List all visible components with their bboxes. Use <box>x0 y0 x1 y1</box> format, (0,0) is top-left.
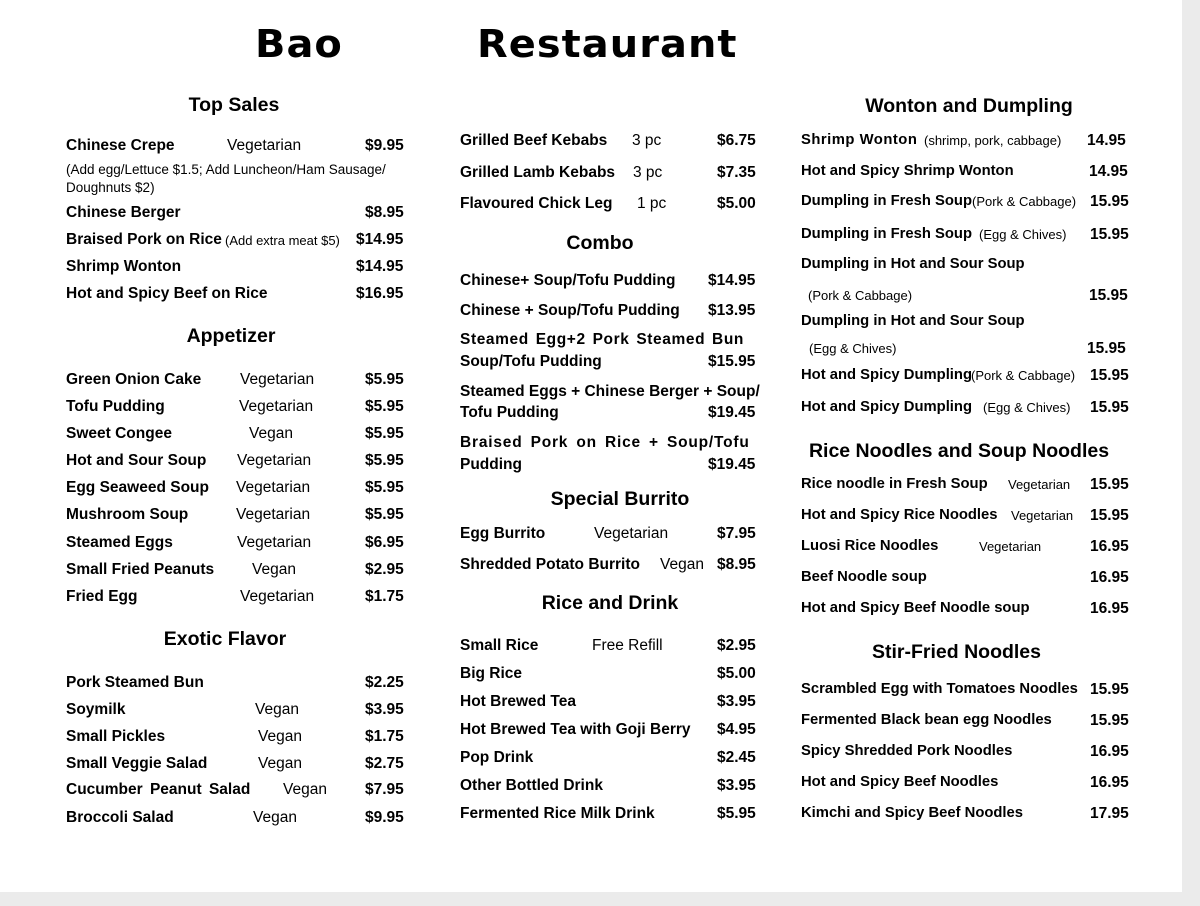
item-tag: Vegan <box>255 701 299 718</box>
item-name: Soymilk <box>66 701 126 718</box>
item-name: Hot and Spicy Rice Noodles <box>801 507 998 523</box>
item-name: Rice noodle in Fresh Soup <box>801 476 988 492</box>
item-name: Hot and Spicy Shrimp Wonton <box>801 163 1014 179</box>
menu-item <box>66 755 416 779</box>
item-name: Pop Drink <box>460 749 534 766</box>
item-name: Grilled Lamb Kebabs <box>460 164 616 181</box>
menu-item <box>66 398 416 422</box>
item-price: $3.95 <box>717 777 756 794</box>
item-price: 15.95 <box>1090 399 1129 416</box>
item-name: Fried Egg <box>66 588 138 605</box>
item-note: Doughnuts $2) <box>66 180 155 195</box>
item-tag: (Egg & Chives) <box>979 227 1067 242</box>
menu-item <box>66 809 416 833</box>
item-price: $8.95 <box>717 556 756 573</box>
menu-item <box>801 681 1146 705</box>
item-price: $16.95 <box>356 285 404 302</box>
menu-item <box>801 287 1146 311</box>
restaurant-title-restaurant: Restaurant <box>477 22 738 66</box>
item-price: 15.95 <box>1090 367 1129 384</box>
menu-item <box>460 556 765 580</box>
menu-item <box>66 479 416 503</box>
item-price: 17.95 <box>1090 805 1129 822</box>
item-price: 16.95 <box>1090 774 1129 791</box>
item-name: Beef Noodle soup <box>801 569 927 585</box>
restaurant-title-bao: Bao <box>255 22 343 66</box>
item-tag: 3 pc <box>633 164 663 181</box>
item-price: 15.95 <box>1090 507 1129 524</box>
item-name: Shrimp Wonton <box>801 132 918 148</box>
item-name: Other Bottled Drink <box>460 777 603 794</box>
page-shadow <box>1182 0 1200 906</box>
item-name: Flavoured Chick Leg <box>460 195 613 212</box>
menu-item <box>801 313 1146 337</box>
menu-item <box>66 561 416 585</box>
item-name: Small Veggie Salad <box>66 755 208 772</box>
item-name: Grilled Beef Kebabs <box>460 132 608 149</box>
item-tag: Vegan <box>258 755 302 772</box>
menu-item <box>460 525 765 549</box>
section-heading-top-sales: Top Sales <box>188 94 280 116</box>
menu-item <box>801 743 1146 767</box>
item-price: $5.95 <box>365 452 404 469</box>
item-price: $7.95 <box>717 525 756 542</box>
section-heading-rice-noodles-and-soup-noodles: Rice Noodles and Soup Noodles <box>808 440 1110 462</box>
menu-item <box>460 721 765 745</box>
menu-item <box>801 712 1146 736</box>
menu-item <box>460 777 765 801</box>
item-price: $4.95 <box>717 721 756 738</box>
item-name: Hot and Sour Soup <box>66 452 207 469</box>
item-name: Spicy Shredded Pork Noodles <box>801 743 1013 759</box>
item-price: $15.95 <box>708 353 756 370</box>
item-name: Hot and Spicy Dumpling <box>801 367 972 383</box>
item-name: Steamed Egg+2 Pork Steamed Bun <box>460 331 744 348</box>
menu-item <box>801 600 1146 624</box>
section-heading-appetizer: Appetizer <box>186 325 276 347</box>
menu-item <box>801 256 1146 280</box>
menu-item <box>460 637 765 661</box>
item-price: 16.95 <box>1090 600 1129 617</box>
item-price: $5.95 <box>365 425 404 442</box>
item-tag: Vegetarian <box>979 539 1042 554</box>
item-price: $14.95 <box>356 231 404 248</box>
menu-item <box>66 781 416 805</box>
item-price: $14.95 <box>356 258 404 275</box>
item-tag: Vegetarian <box>1011 508 1074 523</box>
item-tag: Vegetarian <box>594 525 669 542</box>
item-name: Cucumber Peanut Salad <box>66 781 251 798</box>
menu-item <box>801 569 1146 593</box>
item-tag: Vegan <box>660 556 704 573</box>
menu-item <box>66 204 416 228</box>
item-tag: Vegetarian <box>236 479 311 496</box>
section-heading-exotic-flavor: Exotic Flavor <box>163 628 287 650</box>
item-price: $5.95 <box>365 506 404 523</box>
item-name: Hot Brewed Tea <box>460 693 576 710</box>
section-heading-stir-fried-noodles: Stir-Fried Noodles <box>871 641 1042 663</box>
section-heading-wonton-and-dumpling: Wonton and Dumpling <box>865 95 1073 117</box>
menu-item <box>66 371 416 395</box>
item-price: $7.35 <box>717 164 756 181</box>
item-price: 15.95 <box>1087 340 1126 357</box>
section-heading-rice-and-drink: Rice and Drink <box>541 592 679 614</box>
menu-item <box>801 226 1146 250</box>
item-name: Pudding <box>460 456 522 473</box>
menu-item <box>460 665 765 689</box>
item-name: Fermented Rice Milk Drink <box>460 805 655 822</box>
item-name: Luosi Rice Noodles <box>801 538 939 554</box>
item-price: 15.95 <box>1090 712 1129 729</box>
item-tag: (Pork & Cabbage) <box>971 368 1076 383</box>
menu-item <box>66 534 416 558</box>
item-name: Fermented Black bean egg Noodles <box>801 712 1052 728</box>
item-price: $1.75 <box>365 728 404 745</box>
item-note: (Add egg/Lettuce $1.5; Add Luncheon/Ham Sausage/ <box>66 162 386 177</box>
item-price: 15.95 <box>1090 681 1129 698</box>
section-heading-special-burrito: Special Burrito <box>550 488 690 510</box>
menu-item <box>460 302 765 326</box>
item-tag: Vegetarian <box>236 506 311 523</box>
item-price: 15.95 <box>1090 226 1129 243</box>
menu-item <box>460 195 765 219</box>
item-price: 16.95 <box>1090 569 1129 586</box>
item-price: $5.95 <box>717 805 756 822</box>
item-name: Shrimp Wonton <box>66 258 182 275</box>
menu-item <box>460 331 765 355</box>
item-name: Dumpling in Fresh Soup <box>801 226 972 242</box>
menu-item <box>460 353 765 377</box>
item-tag: (shrimp, pork, cabbage) <box>924 133 1062 148</box>
item-price: $7.95 <box>365 781 404 798</box>
item-price: $2.25 <box>365 674 404 691</box>
item-name: Hot and Spicy Beef Noodles <box>801 774 999 790</box>
item-name: Braised Pork on Rice + Soup/Tofu <box>460 434 750 451</box>
item-name: Chinese + Soup/Tofu Pudding <box>460 302 680 319</box>
menu-item <box>460 272 765 296</box>
item-price: $5.95 <box>365 479 404 496</box>
item-name: Sweet Congee <box>66 425 172 442</box>
menu-item <box>66 452 416 476</box>
menu-item <box>801 507 1146 531</box>
item-tag: Vegetarian <box>1008 477 1071 492</box>
item-price: $6.75 <box>717 132 756 149</box>
item-tag: (Egg & Chives) <box>983 400 1071 415</box>
item-tag: Vegetarian <box>239 398 314 415</box>
menu-item <box>801 163 1146 187</box>
item-price: $2.45 <box>717 749 756 766</box>
item-name: Hot and Spicy Beef Noodle soup <box>801 600 1030 616</box>
item-name: Broccoli Salad <box>66 809 174 826</box>
menu-item <box>66 285 416 309</box>
item-name: Braised Pork on Rice <box>66 231 222 248</box>
item-price: 16.95 <box>1090 538 1129 555</box>
item-tag: Vegan <box>253 809 297 826</box>
section-heading-combo: Combo <box>566 232 634 254</box>
item-tag: Vegan <box>249 425 293 442</box>
item-price: $5.95 <box>365 371 404 388</box>
menu-item <box>66 728 416 752</box>
menu-item <box>460 693 765 717</box>
item-price: $19.45 <box>708 456 756 473</box>
menu-item <box>460 404 765 428</box>
item-tag: Vegetarian <box>240 371 315 388</box>
item-price: $9.95 <box>365 137 404 154</box>
item-name: Chinese Berger <box>66 204 181 221</box>
item-price: 15.95 <box>1090 193 1129 210</box>
menu-item <box>801 774 1146 798</box>
item-name: Egg Seaweed Soup <box>66 479 209 496</box>
item-name: Small Fried Peanuts <box>66 561 215 578</box>
menu-item <box>801 538 1146 562</box>
item-price: $2.95 <box>717 637 756 654</box>
item-price: 14.95 <box>1087 132 1126 149</box>
item-price: $3.95 <box>365 701 404 718</box>
item-price: 14.95 <box>1089 163 1128 180</box>
item-name: Chinese Crepe <box>66 137 175 154</box>
menu-item <box>801 193 1146 217</box>
item-name: Steamed Eggs + Chinese Berger + Soup/ <box>460 383 760 400</box>
item-tag: Vegetarian <box>237 452 312 469</box>
item-tag: 1 pc <box>637 195 667 212</box>
menu-item <box>66 258 416 282</box>
menu-item <box>801 805 1146 829</box>
menu-item <box>66 231 416 255</box>
item-name: Green Onion Cake <box>66 371 202 388</box>
item-name: Dumpling in Fresh Soup <box>801 193 972 209</box>
item-price: 16.95 <box>1090 743 1129 760</box>
menu-item <box>66 588 416 612</box>
item-price: $6.95 <box>365 534 404 551</box>
item-price: $2.95 <box>365 561 404 578</box>
item-price: $5.95 <box>365 398 404 415</box>
menu-item <box>460 749 765 773</box>
item-price: $2.75 <box>365 755 404 772</box>
item-price: 15.95 <box>1090 476 1129 493</box>
menu-item <box>460 805 765 829</box>
item-name: Hot Brewed Tea with Goji Berry <box>460 721 691 738</box>
item-name: Chinese+ Soup/Tofu Pudding <box>460 272 676 289</box>
item-tag: (Add extra meat $5) <box>225 233 340 248</box>
menu-item <box>460 132 765 156</box>
menu-item <box>66 506 416 530</box>
item-tag: (Egg & Chives) <box>809 341 897 356</box>
item-price: $5.00 <box>717 665 756 682</box>
item-name: Mushroom Soup <box>66 506 189 523</box>
item-name: Dumpling in Hot and Sour Soup <box>801 256 1025 272</box>
item-name: Pork Steamed Bun <box>66 674 204 691</box>
item-tag: Vegetarian <box>237 534 312 551</box>
item-price: $9.95 <box>365 809 404 826</box>
menu-item <box>460 164 765 188</box>
item-tag: Vegan <box>258 728 302 745</box>
item-name: Shredded Potato Burrito <box>460 556 640 573</box>
item-price: $5.00 <box>717 195 756 212</box>
item-tag: Vegan <box>252 561 296 578</box>
item-price: $13.95 <box>708 302 756 319</box>
item-name: Kimchi and Spicy Beef Noodles <box>801 805 1024 821</box>
item-name: Hot and Spicy Beef on Rice <box>66 285 268 302</box>
item-tag: (Pork & Cabbage) <box>808 288 913 303</box>
item-tag: Vegetarian <box>240 588 315 605</box>
item-name: Big Rice <box>460 665 523 682</box>
item-price: 15.95 <box>1089 287 1128 304</box>
menu-item <box>801 399 1146 423</box>
menu-item <box>801 132 1146 156</box>
item-tag: Free Refill <box>592 637 663 654</box>
item-name: Scrambled Egg with Tomatoes Noodles <box>801 681 1078 697</box>
item-name: Tofu Pudding <box>66 398 165 415</box>
item-tag: Vegetarian <box>227 137 302 154</box>
menu-item <box>460 456 765 480</box>
item-name: Small Rice <box>460 637 539 654</box>
item-name: Tofu Pudding <box>460 404 559 421</box>
menu-item <box>66 674 416 698</box>
item-price: $8.95 <box>365 204 404 221</box>
item-price: $1.75 <box>365 588 404 605</box>
menu-item <box>460 434 765 458</box>
item-tag: (Pork & Cabbage) <box>972 194 1077 209</box>
item-name: Steamed Eggs <box>66 534 173 551</box>
menu-item <box>801 367 1146 391</box>
menu-item <box>66 701 416 725</box>
item-name: Dumpling in Hot and Sour Soup <box>801 313 1025 329</box>
item-price: $19.45 <box>708 404 756 421</box>
menu-item <box>801 340 1146 364</box>
menu-item <box>66 137 416 161</box>
item-name: Egg Burrito <box>460 525 546 542</box>
item-tag: 3 pc <box>632 132 662 149</box>
page-shadow <box>0 892 1200 906</box>
item-name: Soup/Tofu Pudding <box>460 353 602 370</box>
item-price: $3.95 <box>717 693 756 710</box>
menu-item <box>66 425 416 449</box>
item-name: Small Pickles <box>66 728 166 745</box>
menu-item <box>801 476 1146 500</box>
item-price: $14.95 <box>708 272 756 289</box>
item-name: Hot and Spicy Dumpling <box>801 399 972 415</box>
item-tag: Vegan <box>283 781 327 798</box>
